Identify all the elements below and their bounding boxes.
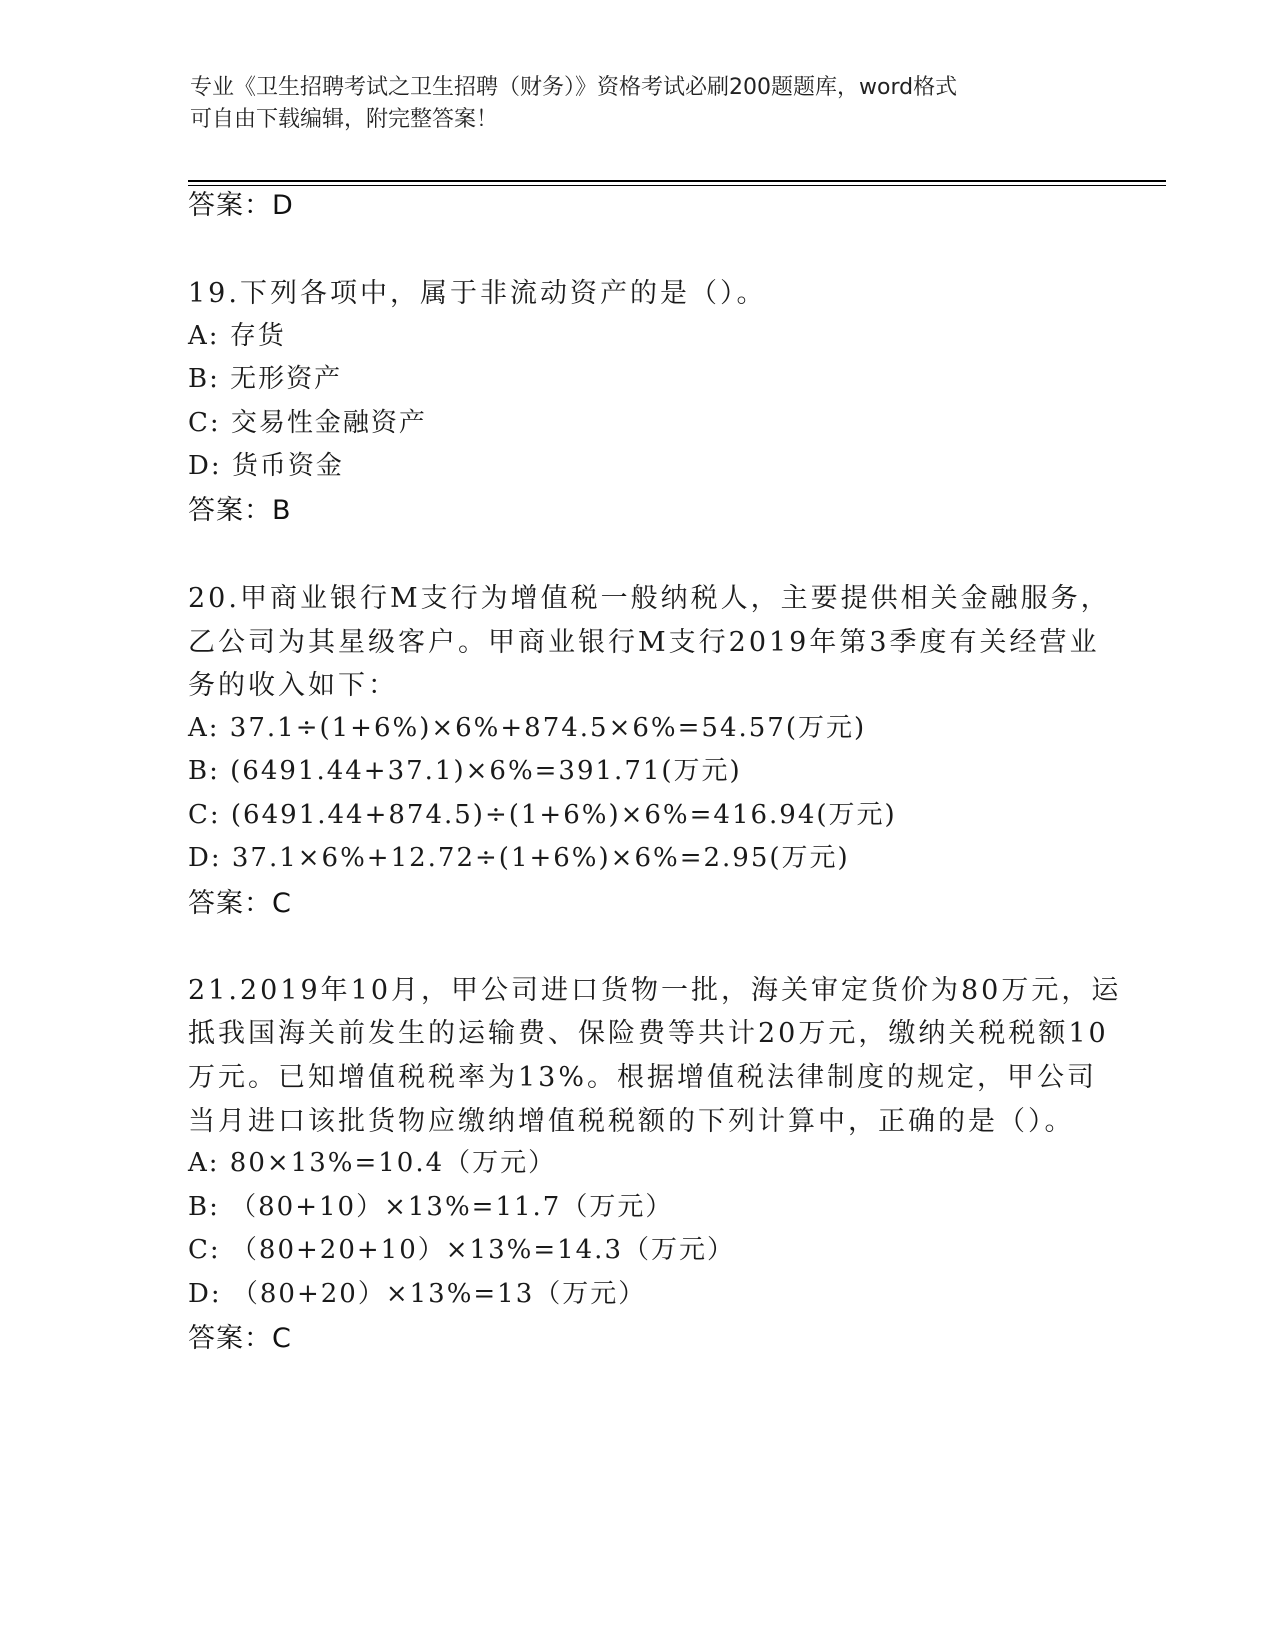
question-19-option-a: A: 存货 bbox=[188, 321, 286, 351]
question-20-option-a: A: 37.1÷(1+6%)×6%+874.5×6%=54.57(万元) bbox=[188, 713, 867, 743]
question-19-option-b: B: 无形资产 bbox=[188, 364, 343, 394]
question-19-option-d: D: 货币资金 bbox=[188, 451, 344, 481]
question-20-answer: 答案：C bbox=[188, 888, 292, 919]
question-20-option-b: B: (6491.44+37.1)×6%=391.71(万元) bbox=[188, 756, 742, 786]
question-20-stem-line-2: 乙公司为其星级客户。甲商业银行M支行2019年第3季度有关经营业 bbox=[188, 627, 1100, 658]
header-line-2: 可自由下载编辑，附完整答案！ bbox=[190, 107, 499, 132]
question-21-option-c: C: （80+20+10）×13%=14.3（万元） bbox=[188, 1235, 735, 1265]
question-19-stem: 19.下列各项中，属于非流动资产的是（）。 bbox=[188, 278, 767, 309]
question-20-stem-line-3: 务的收入如下： bbox=[188, 670, 398, 701]
question-20-option-d: D: 37.1×6%+12.72÷(1+6%)×6%=2.95(万元) bbox=[188, 843, 850, 873]
document-header bbox=[190, 72, 1090, 136]
question-19-answer: 答案：B bbox=[188, 495, 292, 526]
question-20-stem-line-1: 20.甲商业银行M支行为增值税一般纳税人，主要提供相关金融服务， bbox=[188, 583, 1111, 614]
question-21-option-a: A: 80×13%=10.4（万元） bbox=[188, 1148, 557, 1178]
header-divider-thin bbox=[188, 185, 1166, 186]
question-21-stem-line-4: 当月进口该批货物应缴纳增值税税额的下列计算中，正确的是（）。 bbox=[188, 1106, 1075, 1137]
question-21-option-b: B: （80+10）×13%=11.7（万元） bbox=[188, 1192, 674, 1222]
question-21-answer: 答案：C bbox=[188, 1323, 292, 1354]
question-21-option-d: D: （80+20）×13%=13（万元） bbox=[188, 1279, 647, 1309]
question-21-stem-line-1: 21.2019年10月，甲公司进口货物一批，海关审定货价为80万元，运 bbox=[188, 975, 1122, 1006]
header-line-1: 专业《卫生招聘考试之卫生招聘（财务）》资格考试必刷200题题库，word格式 bbox=[190, 75, 958, 100]
header-divider bbox=[188, 180, 1166, 182]
question-21-stem-line-3: 万元。已知增值税税率为13%。根据增值税法律制度的规定，甲公司 bbox=[188, 1062, 1098, 1093]
previous-answer: 答案：D bbox=[188, 190, 294, 221]
question-20-option-c: C: (6491.44+874.5)÷(1+6%)×6%=416.94(万元) bbox=[188, 800, 897, 830]
question-21-stem-line-2: 抵我国海关前发生的运输费、保险费等共计20万元，缴纳关税税额10 bbox=[188, 1018, 1109, 1049]
question-19-option-c: C: 交易性金融资产 bbox=[188, 408, 427, 438]
